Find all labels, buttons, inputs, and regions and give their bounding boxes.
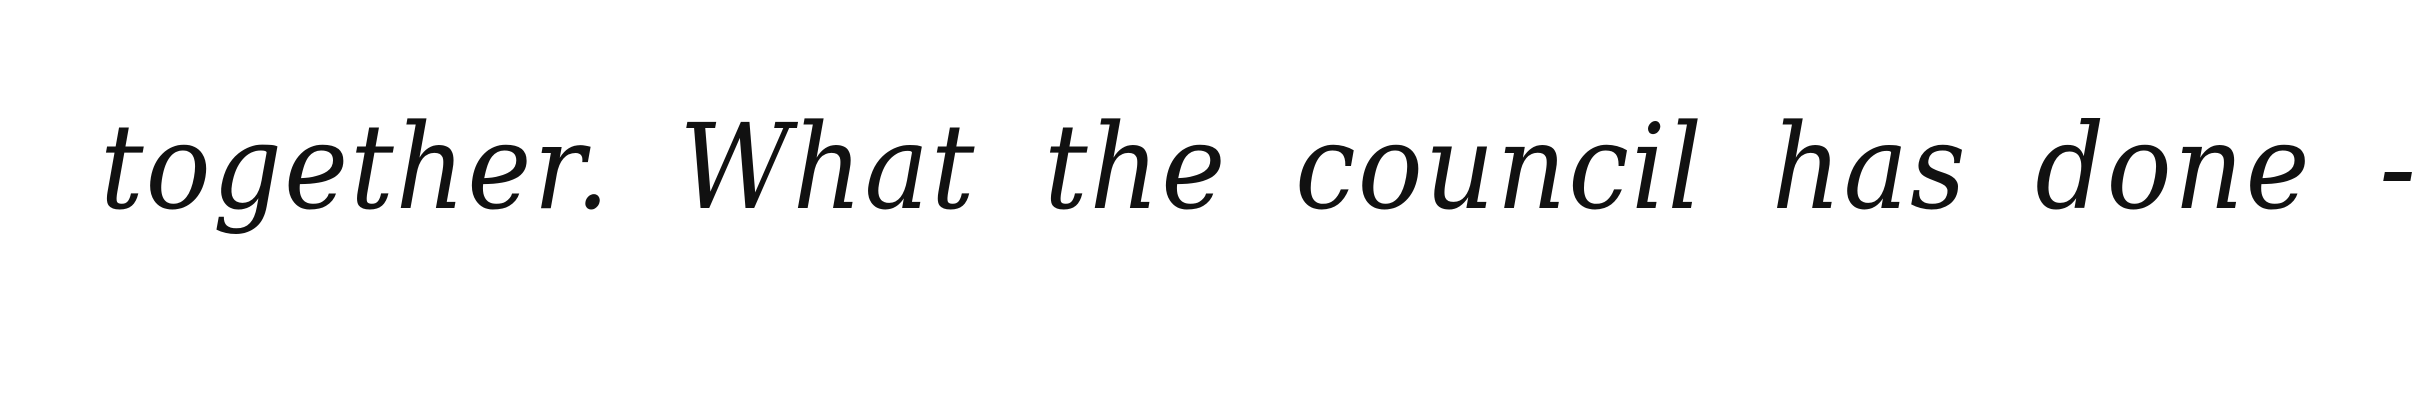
handwritten-text-line: together. What the council has done - (100, 98, 2418, 236)
